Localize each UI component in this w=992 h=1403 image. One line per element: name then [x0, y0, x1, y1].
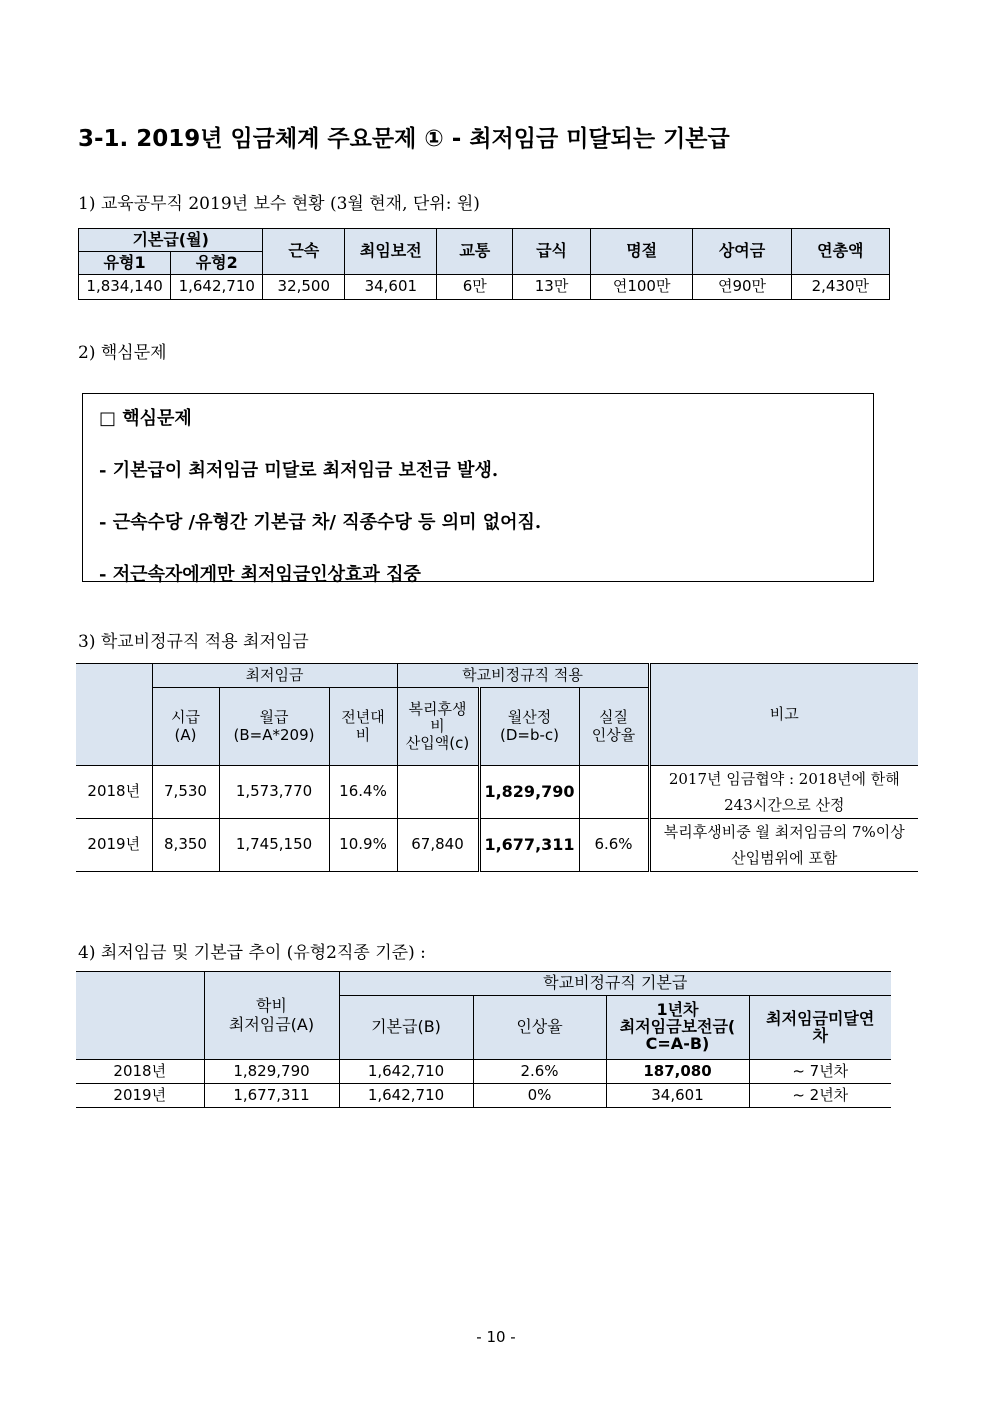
cell-hourly: 7,530: [152, 766, 219, 819]
header-calc: 월산정 (D=b-c): [479, 688, 579, 766]
cell-years: ~ 2년차: [749, 1084, 891, 1108]
cell-welfare: [397, 766, 479, 819]
section1-heading: 1) 교육공무직 2019년 보수 현황 (3월 현재, 단위: 원): [78, 194, 480, 214]
cell-rate: 0%: [473, 1084, 606, 1108]
cell-transport: 6만: [437, 275, 513, 300]
base-pay-trend-table: [76, 971, 891, 1108]
cell-rate: 2.6%: [473, 1060, 606, 1084]
page-title: 3-1. 2019년 임금체계 주요문제 ① - 최저임금 미달되는 기본급: [78, 126, 730, 152]
cell-hourly: 8,350: [152, 819, 219, 872]
header-hourly: 시급 (A): [152, 688, 219, 766]
page-number: - 10 -: [476, 1328, 516, 1346]
cell-calc: 1,829,790: [479, 766, 579, 819]
cell-annual-total: 2,430만: [791, 275, 889, 300]
header-bonus: 상여금: [693, 229, 791, 275]
key-issue-line: - 저근속자에게만 최저임금인상효과 집중: [99, 564, 421, 585]
header-rate: 인상율: [473, 996, 606, 1060]
cell-yoy: 10.9%: [329, 819, 397, 872]
cell-base: 1,642,710: [339, 1084, 473, 1108]
cell-bonus: 연90만: [693, 275, 791, 300]
cell-year: 2019년: [76, 819, 152, 872]
header-first-year-supplement: 1년차 최저임금보전금( C=A-B): [606, 996, 749, 1060]
header-empty: [76, 664, 152, 766]
salary-table: [78, 228, 890, 300]
header-real-rate: 실질 인상율: [579, 688, 649, 766]
cell-min-wage-supplement: 34,601: [345, 275, 437, 300]
header-seniority: 근속: [263, 229, 345, 275]
header-welfare: 복리후생 비 산입액(c): [397, 688, 479, 766]
key-issue-line: - 기본급이 최저임금 미달로 최저임금 보전금 발생.: [99, 460, 499, 481]
header-type1: 유형1: [79, 252, 171, 275]
min-wage-table: [76, 663, 918, 872]
cell-supplement: 187,080: [606, 1060, 749, 1084]
cell-year: 2018년: [76, 1060, 204, 1084]
key-issue-box: [82, 393, 874, 585]
header-school-applied: 학교비정규직 적용: [397, 664, 649, 688]
cell-holiday: 연100만: [590, 275, 692, 300]
cell-type1: 1,834,140: [79, 275, 171, 300]
cell-monthly: 1,745,150: [219, 819, 329, 872]
header-min-wage-supplement: 최임보전: [345, 229, 437, 275]
header-base: 기본급(B): [339, 996, 473, 1060]
section4-heading: 4) 최저임금 및 기본급 추이 (유형2직종 기준) :: [78, 943, 426, 963]
header-meal: 급식: [513, 229, 591, 275]
cell-meal: 13만: [513, 275, 591, 300]
header-school-min-wage: 학비 최저임금(A): [204, 972, 339, 1060]
header-base-pay: 기본급(월): [79, 229, 263, 252]
cell-note: 복리후생비중 월 최저임금의 7%이상 산입범위에 포함: [649, 819, 918, 872]
header-annual-total: 연총액: [791, 229, 889, 275]
cell-calc: 1,677,311: [479, 819, 579, 872]
cell-yoy: 16.4%: [329, 766, 397, 819]
header-note: 비고: [649, 664, 918, 766]
cell-real-rate: 6.6%: [579, 819, 649, 872]
cell-min-wage: 1,829,790: [204, 1060, 339, 1084]
cell-min-wage: 1,677,311: [204, 1084, 339, 1108]
cell-supplement: 34,601: [606, 1084, 749, 1108]
key-issue-title: □ 핵심문제: [99, 408, 192, 429]
header-monthly: 월급 (B=A*209): [219, 688, 329, 766]
header-min-wage: 최저임금: [152, 664, 397, 688]
header-school-base-pay: 학교비정규직 기본급: [339, 972, 891, 996]
cell-note: 2017년 임금협약 : 2018년에 한해 243시간으로 산정: [649, 766, 918, 819]
section2-heading: 2) 핵심문제: [78, 343, 167, 363]
cell-year: 2019년: [76, 1084, 204, 1108]
header-holiday: 명절: [590, 229, 692, 275]
cell-base: 1,642,710: [339, 1060, 473, 1084]
cell-monthly: 1,573,770: [219, 766, 329, 819]
header-empty: [76, 972, 204, 1060]
section3-heading: 3) 학교비정규직 적용 최저임금: [78, 632, 309, 652]
cell-seniority: 32,500: [263, 275, 345, 300]
cell-welfare: 67,840: [397, 819, 479, 872]
key-issue-line: - 근속수당 /유형간 기본급 차/ 직종수당 등 의미 없어짐.: [99, 512, 542, 533]
cell-real-rate: [579, 766, 649, 819]
header-type2: 유형2: [171, 252, 263, 275]
header-shortfall-years: 최저임금미달연 차: [749, 996, 891, 1060]
cell-years: ~ 7년차: [749, 1060, 891, 1084]
header-yoy: 전년대 비: [329, 688, 397, 766]
cell-type2: 1,642,710: [171, 275, 263, 300]
cell-year: 2018년: [76, 766, 152, 819]
header-transport: 교통: [437, 229, 513, 275]
